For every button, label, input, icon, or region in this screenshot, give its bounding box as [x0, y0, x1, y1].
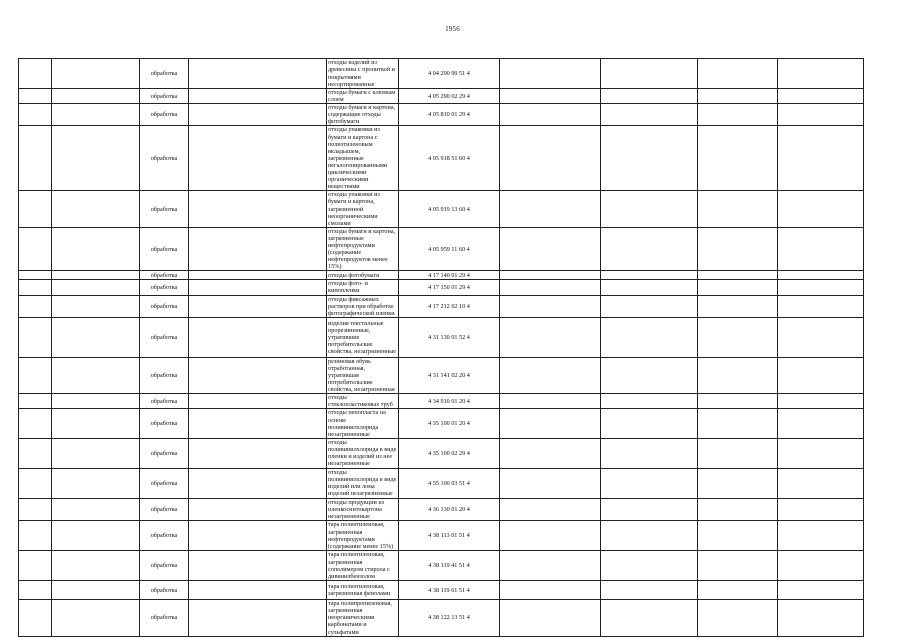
operation-cell: обработка	[140, 317, 189, 357]
blank-cell	[778, 394, 864, 409]
operation-cell: обработка	[140, 191, 189, 227]
operation-cell: обработка	[140, 59, 189, 89]
blank-cell	[189, 59, 327, 89]
blank-cell	[52, 521, 140, 551]
blank-cell	[500, 126, 601, 191]
blank-cell	[500, 521, 601, 551]
blank-cell	[601, 409, 698, 438]
blank-cell	[52, 581, 140, 600]
blank-cell	[189, 280, 327, 295]
blank-cell	[778, 126, 864, 191]
blank-cell	[19, 498, 52, 520]
blank-cell	[601, 89, 698, 104]
blank-cell	[52, 357, 140, 393]
blank-cell	[189, 191, 327, 227]
table-row	[19, 227, 864, 271]
blank-cell	[698, 551, 778, 581]
blank-cell	[500, 295, 601, 317]
blank-cell	[601, 59, 698, 89]
blank-cell	[189, 468, 327, 498]
waste-name-cell: отходы бумаги и картона, загрязненные нефтепродуктами (содержание нефтепродуктов менее 15%)	[327, 227, 399, 271]
table-row	[19, 104, 864, 126]
table-row	[19, 295, 864, 317]
blank-cell	[601, 227, 698, 271]
blank-cell	[698, 521, 778, 551]
waste-code-cell: 4 35 100 03 51 4	[399, 468, 500, 498]
blank-cell	[52, 227, 140, 271]
waste-name-cell: тара полипропиленовая, загрязненная неорганическими карбонатами и сульфатами	[327, 600, 399, 636]
table-row	[19, 468, 864, 498]
blank-cell	[52, 438, 140, 468]
blank-cell	[19, 126, 52, 191]
blank-cell	[19, 468, 52, 498]
blank-cell	[698, 104, 778, 126]
blank-cell	[500, 581, 601, 600]
blank-cell	[778, 438, 864, 468]
waste-name-cell: отходы изделий из древесины с пропиткой и покрытиями несортированные	[327, 59, 399, 89]
blank-cell	[52, 126, 140, 191]
blank-cell	[778, 468, 864, 498]
blank-cell	[778, 521, 864, 551]
blank-cell	[19, 357, 52, 393]
blank-cell	[698, 357, 778, 393]
waste-name-cell: тара полиэтиленовая, загрязненная нефтепродуктами (содержание менее 15%)	[327, 521, 399, 551]
operation-cell: обработка	[140, 280, 189, 295]
blank-cell	[698, 227, 778, 271]
waste-code-cell: 4 31 141 02 20 4	[399, 357, 500, 393]
operation-cell: обработка	[140, 600, 189, 636]
blank-cell	[189, 438, 327, 468]
blank-cell	[500, 104, 601, 126]
blank-cell	[601, 438, 698, 468]
waste-code-cell: 4 35 100 01 20 4	[399, 409, 500, 438]
blank-cell	[601, 581, 698, 600]
blank-cell	[19, 438, 52, 468]
blank-cell	[698, 295, 778, 317]
blank-cell	[601, 468, 698, 498]
blank-cell	[19, 280, 52, 295]
operation-cell: обработка	[140, 126, 189, 191]
operation-cell: обработка	[140, 271, 189, 280]
blank-cell	[601, 104, 698, 126]
blank-cell	[500, 438, 601, 468]
waste-name-cell: отходы фото- и кинопленки	[327, 280, 399, 295]
blank-cell	[778, 551, 864, 581]
blank-cell	[778, 280, 864, 295]
operation-cell: обработка	[140, 227, 189, 271]
blank-cell	[52, 551, 140, 581]
waste-code-cell: 4 38 119 61 51 4	[399, 581, 500, 600]
blank-cell	[19, 59, 52, 89]
blank-cell	[19, 409, 52, 438]
blank-cell	[52, 498, 140, 520]
blank-cell	[19, 104, 52, 126]
waste-code-cell: 4 17 212 02 10 4	[399, 295, 500, 317]
blank-cell	[698, 438, 778, 468]
blank-cell	[698, 581, 778, 600]
waste-name-cell: тара полиэтиленовая, загрязненная сополимером стирола с дивинилбензолом	[327, 551, 399, 581]
blank-cell	[52, 280, 140, 295]
blank-cell	[52, 409, 140, 438]
waste-code-cell: 4 05 918 51 60 4	[399, 126, 500, 191]
operation-cell: обработка	[140, 521, 189, 551]
blank-cell	[189, 581, 327, 600]
operation-cell: обработка	[140, 295, 189, 317]
blank-cell	[601, 295, 698, 317]
waste-code-cell: 4 36 130 01 20 4	[399, 498, 500, 520]
blank-cell	[500, 357, 601, 393]
waste-name-cell: отходы фотобумаги	[327, 271, 399, 280]
blank-cell	[52, 394, 140, 409]
blank-cell	[19, 89, 52, 104]
blank-cell	[778, 89, 864, 104]
blank-cell	[778, 191, 864, 227]
blank-cell	[500, 394, 601, 409]
waste-name-cell: отходы пенопласта на основе поливинилхлорида незагрязненные	[327, 409, 399, 438]
blank-cell	[52, 271, 140, 280]
blank-cell	[189, 295, 327, 317]
blank-cell	[189, 271, 327, 280]
blank-cell	[19, 227, 52, 271]
blank-cell	[601, 551, 698, 581]
blank-cell	[601, 280, 698, 295]
blank-cell	[52, 295, 140, 317]
blank-cell	[500, 468, 601, 498]
waste-name-cell: тара полиэтиленовая, загрязненная фенолами	[327, 581, 399, 600]
blank-cell	[778, 104, 864, 126]
table-row	[19, 317, 864, 357]
blank-cell	[189, 600, 327, 636]
blank-cell	[189, 126, 327, 191]
operation-cell: обработка	[140, 409, 189, 438]
blank-cell	[698, 126, 778, 191]
page-number: 1956	[445, 25, 460, 33]
table-row	[19, 271, 864, 280]
blank-cell	[19, 600, 52, 636]
waste-code-cell: 4 38 113 01 51 4	[399, 521, 500, 551]
blank-cell	[698, 498, 778, 520]
blank-cell	[778, 498, 864, 520]
operation-cell: обработка	[140, 468, 189, 498]
waste-code-cell: 4 05 290 02 29 4	[399, 89, 500, 104]
blank-cell	[52, 104, 140, 126]
waste-code-cell: 4 05 919 13 60 4	[399, 191, 500, 227]
waste-name-cell: отходы фиксажных растворов при обработке фотографической пленки	[327, 295, 399, 317]
blank-cell	[189, 409, 327, 438]
operation-cell: обработка	[140, 357, 189, 393]
blank-cell	[52, 89, 140, 104]
blank-cell	[500, 271, 601, 280]
operation-cell: обработка	[140, 438, 189, 468]
blank-cell	[189, 89, 327, 104]
blank-cell	[189, 317, 327, 357]
waste-name-cell: отходы упаковки из бумаги и картона, загрязненной неоорганическими смолами	[327, 191, 399, 227]
blank-cell	[601, 357, 698, 393]
blank-cell	[19, 317, 52, 357]
waste-name-cell: отходы бумаги с клеевым слоем	[327, 89, 399, 104]
table-row	[19, 357, 864, 393]
waste-code-cell: 4 05 959 11 60 4	[399, 227, 500, 271]
blank-cell	[19, 394, 52, 409]
table-row	[19, 600, 864, 636]
blank-cell	[698, 468, 778, 498]
blank-cell	[601, 600, 698, 636]
blank-cell	[698, 600, 778, 636]
waste-code-cell: 4 17 140 01 29 4	[399, 271, 500, 280]
blank-cell	[500, 59, 601, 89]
blank-cell	[189, 394, 327, 409]
blank-cell	[500, 317, 601, 357]
blank-cell	[52, 600, 140, 636]
blank-cell	[601, 271, 698, 280]
blank-cell	[601, 521, 698, 551]
table-row	[19, 89, 864, 104]
waste-name-cell: резиновая обувь отработанная, утратившая потребительские свойства, незагрязненная	[327, 357, 399, 393]
table-row	[19, 551, 864, 581]
blank-cell	[698, 191, 778, 227]
blank-cell	[778, 357, 864, 393]
waste-name-cell: отходы продукции из пленкосинтокартона незагрязненные	[327, 498, 399, 520]
blank-cell	[52, 191, 140, 227]
blank-cell	[500, 227, 601, 271]
blank-cell	[52, 468, 140, 498]
blank-cell	[778, 600, 864, 636]
blank-cell	[698, 394, 778, 409]
operation-cell: обработка	[140, 551, 189, 581]
blank-cell	[601, 317, 698, 357]
waste-name-cell: отходы поливинилхлорида в виде пленки и изделий из нее незагрязненные	[327, 438, 399, 468]
blank-cell	[698, 409, 778, 438]
blank-cell	[698, 89, 778, 104]
blank-cell	[19, 581, 52, 600]
waste-code-cell: 4 35 100 02 29 4	[399, 438, 500, 468]
blank-cell	[601, 126, 698, 191]
blank-cell	[778, 581, 864, 600]
blank-cell	[601, 498, 698, 520]
operation-cell: обработка	[140, 498, 189, 520]
blank-cell	[500, 191, 601, 227]
waste-code-cell: 4 17 150 01 29 4	[399, 280, 500, 295]
blank-cell	[778, 295, 864, 317]
waste-name-cell: изделия текстильные прорезиненные, утратившие потребительские свойства, незагрязненные	[327, 317, 399, 357]
table-row	[19, 521, 864, 551]
table-row	[19, 581, 864, 600]
blank-cell	[500, 498, 601, 520]
blank-cell	[500, 551, 601, 581]
waste-code-cell: 4 38 119 41 51 4	[399, 551, 500, 581]
blank-cell	[189, 498, 327, 520]
operation-cell: обработка	[140, 394, 189, 409]
blank-cell	[189, 521, 327, 551]
blank-cell	[601, 394, 698, 409]
waste-code-cell: 4 04 290 99 51 4	[399, 59, 500, 89]
blank-cell	[189, 104, 327, 126]
blank-cell	[778, 271, 864, 280]
blank-cell	[19, 521, 52, 551]
table-row	[19, 280, 864, 295]
operation-cell: обработка	[140, 581, 189, 600]
blank-cell	[698, 317, 778, 357]
table-row	[19, 409, 864, 438]
blank-cell	[778, 317, 864, 357]
blank-cell	[189, 227, 327, 271]
waste-name-cell: отходы бумаги и картона, содержащие отходы фотобумаги	[327, 104, 399, 126]
operation-cell: обработка	[140, 89, 189, 104]
waste-code-cell: 4 38 122 13 51 4	[399, 600, 500, 636]
blank-cell	[601, 191, 698, 227]
waste-table	[18, 58, 864, 637]
table-row	[19, 438, 864, 468]
table-row	[19, 126, 864, 191]
blank-cell	[19, 191, 52, 227]
operation-cell: обработка	[140, 104, 189, 126]
table-row	[19, 191, 864, 227]
blank-cell	[189, 357, 327, 393]
table-row	[19, 59, 864, 89]
blank-cell	[500, 600, 601, 636]
blank-cell	[778, 59, 864, 89]
blank-cell	[189, 551, 327, 581]
blank-cell	[500, 409, 601, 438]
waste-code-cell: 4 05 810 01 29 4	[399, 104, 500, 126]
waste-name-cell: отходы упаковки из бумаги и картона с полиэтиленовым вкладышем, загрязненные негалогенированными циклическими органическими веществами	[327, 126, 399, 191]
waste-code-cell: 4 34 910 01 20 4	[399, 394, 500, 409]
blank-cell	[698, 280, 778, 295]
blank-cell	[19, 295, 52, 317]
blank-cell	[500, 89, 601, 104]
blank-cell	[778, 227, 864, 271]
blank-cell	[500, 280, 601, 295]
blank-cell	[778, 409, 864, 438]
table-row	[19, 394, 864, 409]
blank-cell	[698, 59, 778, 89]
blank-cell	[698, 271, 778, 280]
blank-cell	[52, 317, 140, 357]
blank-cell	[19, 551, 52, 581]
waste-name-cell: отходы поливинилхлорида в виде изделий или лома изделий незагрязненные	[327, 468, 399, 498]
blank-cell	[52, 59, 140, 89]
table-row	[19, 498, 864, 520]
waste-name-cell: отходы стеклопластиковых труб	[327, 394, 399, 409]
waste-code-cell: 4 31 130 01 52 4	[399, 317, 500, 357]
blank-cell	[19, 271, 52, 280]
